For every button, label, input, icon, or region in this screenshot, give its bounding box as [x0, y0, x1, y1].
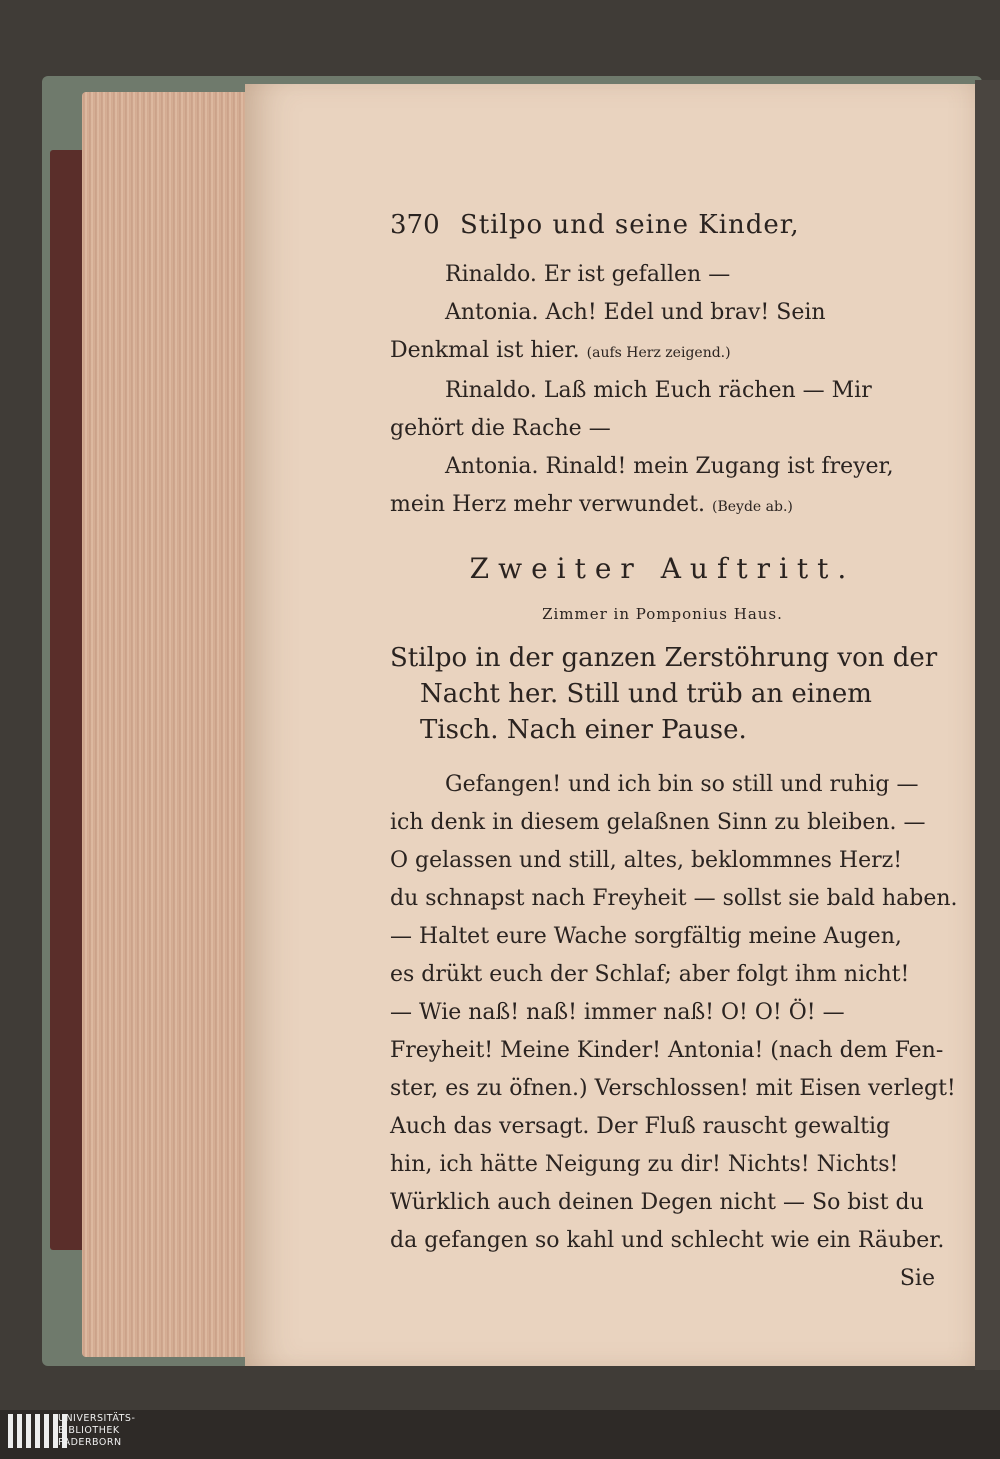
stage-note: (Beyde ab.): [712, 499, 793, 515]
monologue-line: O gelassen und still, altes, beklommnes Herz!: [390, 848, 903, 873]
monologue-line: Auch das versagt. Der Fluß rauscht gewaltig: [390, 1114, 891, 1139]
monologue-line: ster, es zu öfnen.) Verschlossen! mit Eisen verlegt!: [390, 1076, 956, 1101]
stage-note: (aufs Herz zeigend.): [586, 345, 731, 361]
text-line: mein Herz mehr verwundet. (Beyde ab.): [390, 492, 793, 517]
monologue-line: Freyheit! Meine Kinder! Antonia! (nach dem Fen-: [390, 1038, 944, 1063]
monologue-line: hin, ich hätte Neigung zu dir! Nichts! Nichts!: [390, 1152, 899, 1177]
scene-title: Zweiter Auftritt.: [469, 552, 856, 585]
stage-direction-line: Tisch. Nach einer Pause.: [420, 715, 747, 745]
page-text: [390, 210, 958, 1298]
monologue-line: es drükt euch der Schlaf; aber folgt ihm nicht!: [390, 962, 910, 987]
right-margin-shadow: [975, 80, 1000, 1370]
text-line: Rinaldo. Er ist gefallen —: [445, 262, 731, 287]
footer-bar: [0, 1410, 1000, 1459]
stage-direction-line: Nacht her. Still und trüb an einem: [420, 679, 872, 709]
catchword: Sie: [899, 1266, 935, 1291]
text-line: Rinaldo. Laß mich Euch rächen — Mir: [445, 378, 872, 403]
text-line: Denkmal ist hier. (aufs Herz zeigend.): [390, 338, 731, 363]
monologue-line: Gefangen! und ich bin so still und ruhig —: [445, 772, 919, 797]
monologue-line: da gefangen so kahl und schlecht wie ein Räuber.: [390, 1228, 945, 1253]
monologue-line: — Haltet eure Wache sorgfältig meine Augen,: [390, 924, 902, 949]
page-edges: [82, 92, 257, 1357]
page-number: 370: [390, 210, 440, 240]
monologue-line: Würklich auch deinen Degen nicht — So bist du: [390, 1190, 924, 1215]
text-line: Antonia. Rinald! mein Zugang ist freyer,: [445, 454, 894, 479]
stage-direction-line: Stilpo in der ganzen Zerstöhrung von der: [390, 643, 938, 673]
library-name: UNIVERSITÄTS- BIBLIOTHEK PADERBORN: [58, 1413, 136, 1448]
monologue-line: — Wie naß! naß! immer naß! O! O! Ö! —: [390, 1000, 845, 1025]
running-title: Stilpo und seine Kinder,: [460, 210, 800, 240]
monologue-line: du schnapst nach Freyheit — sollst sie bald haben.: [390, 886, 958, 911]
monologue-line: ich denk in diesem gelaßnen Sinn zu bleiben. —: [390, 810, 926, 835]
scene-place: Zimmer in Pomponius Haus.: [542, 605, 783, 623]
page-header: [390, 210, 935, 256]
text-line: gehört die Rache —: [390, 416, 611, 441]
text-line: Antonia. Ach! Edel und brav! Sein: [445, 300, 826, 325]
